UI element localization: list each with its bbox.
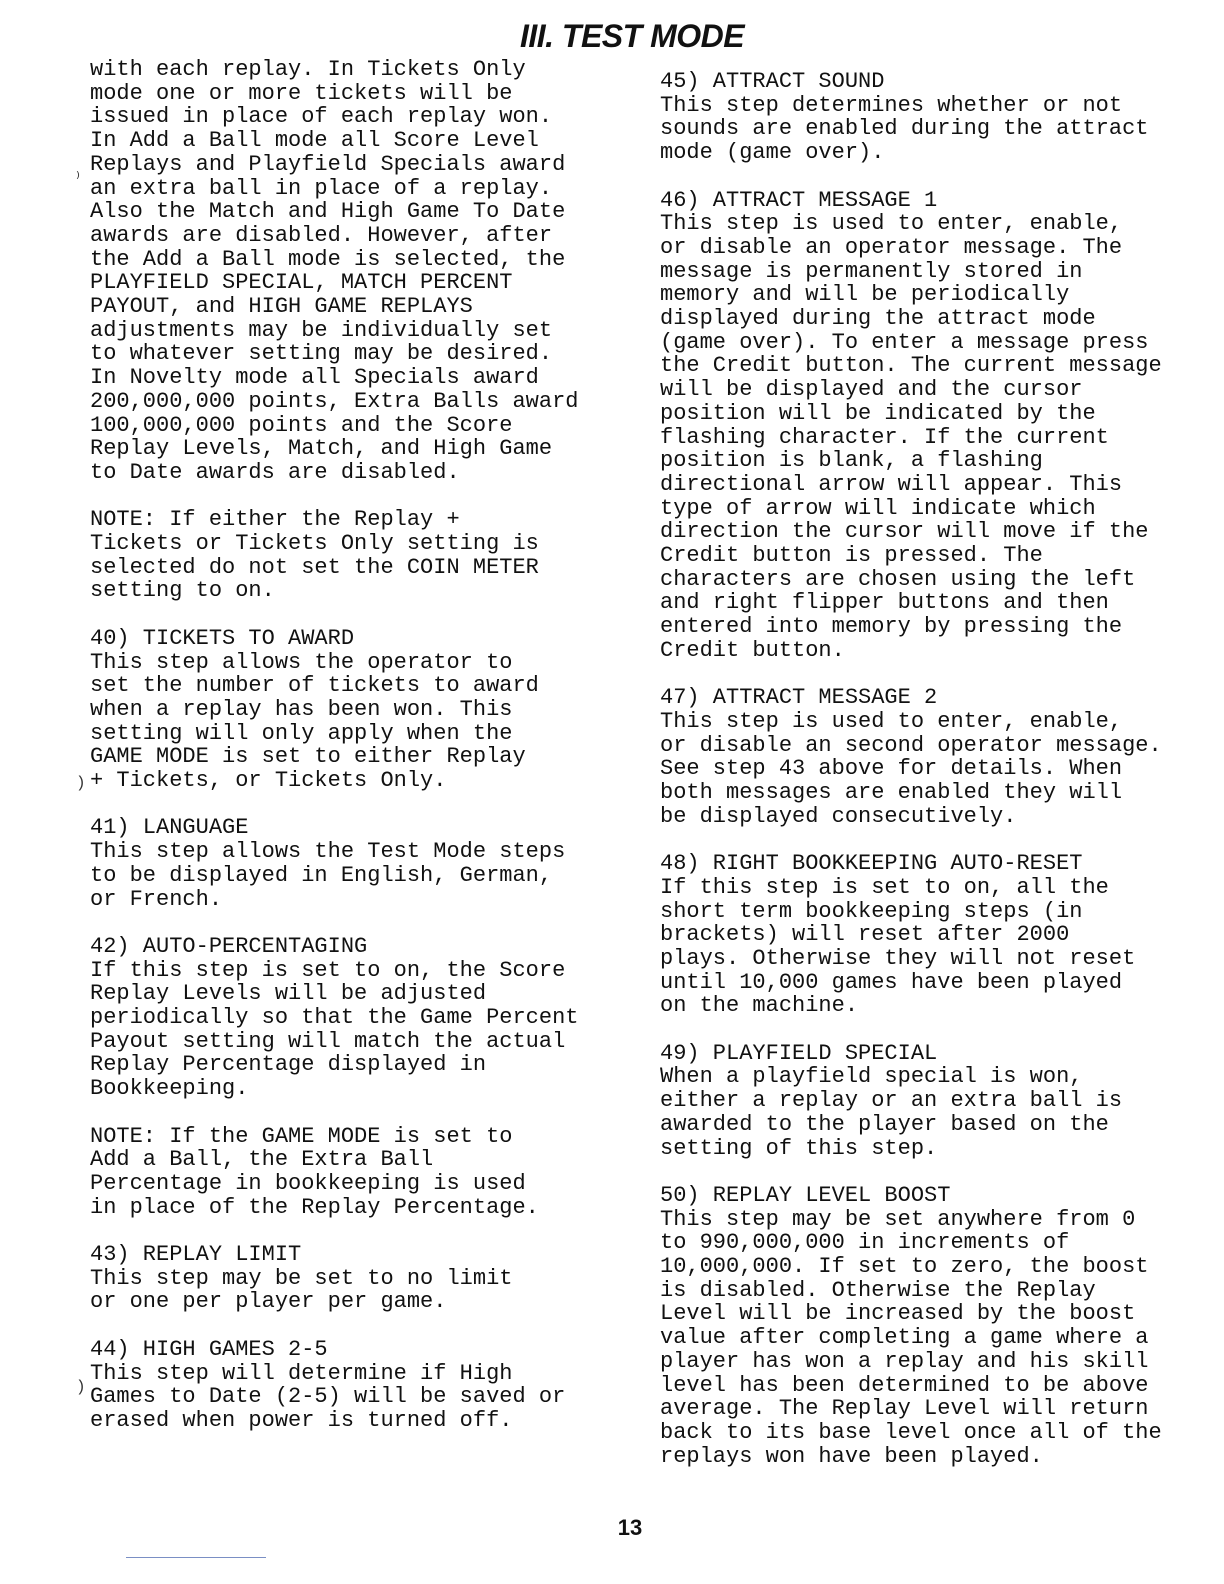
text-line: displayed during the attract mode <box>660 306 1096 332</box>
right-paragraph <box>660 189 1210 663</box>
text-line: erased when power is turned off. <box>90 1407 513 1433</box>
text-line: This step is used to enter, enable, <box>660 708 1123 734</box>
text-line: the Add a Ball mode is selected, the <box>90 246 566 272</box>
text-line: This step will determine if High <box>90 1360 513 1386</box>
section-heading: 48) RIGHT BOOKKEEPING AUTO-RESET <box>660 851 1083 877</box>
text-line: and right flipper buttons and then <box>660 590 1109 616</box>
right-text-column <box>660 70 1210 1492</box>
text-line: When a playfield special is won, <box>660 1064 1083 1090</box>
text-line: short term bookkeeping steps (in <box>660 898 1083 924</box>
text-line: In Add a Ball mode all Score Level <box>90 128 539 154</box>
text-line: is disabled. Otherwise the Replay <box>660 1277 1096 1303</box>
text-line: See step 43 above for details. When <box>660 756 1123 782</box>
text-line: This step may be set to no limit <box>90 1265 513 1291</box>
text-line: on the machine. <box>660 993 859 1019</box>
text-line: GAME MODE is set to either Replay <box>90 744 526 770</box>
right-paragraph <box>660 70 1210 165</box>
right-paragraph <box>660 1042 1210 1161</box>
text-line: Add a Ball, the Extra Ball <box>90 1147 434 1173</box>
text-line: Replays and Playfield Specials award <box>90 151 566 177</box>
section-heading: 45) ATTRACT SOUND <box>660 69 885 94</box>
text-line: average. The Replay Level will return <box>660 1396 1149 1422</box>
text-line: plays. Otherwise they will not reset <box>660 945 1136 971</box>
section-heading: 42) AUTO-PERCENTAGING <box>90 933 368 959</box>
left-paragraph <box>90 508 635 603</box>
left-paragraph <box>90 1243 635 1314</box>
left-paragraph <box>90 935 635 1101</box>
section-heading: 40) TICKETS TO AWARD <box>90 625 355 651</box>
text-line: awards are disabled. However, after <box>90 222 553 248</box>
text-line: memory and will be periodically <box>660 282 1070 308</box>
text-line: the Credit button. The current message <box>660 353 1162 379</box>
footer-rule <box>126 1557 266 1558</box>
text-line: to whatever setting may be desired. <box>90 341 553 367</box>
text-line: If this step is set to on, all the <box>660 874 1109 900</box>
right-paragraph <box>660 686 1210 828</box>
text-line: This step allows the operator to <box>90 649 513 675</box>
text-line: replays won have been played. <box>660 1443 1043 1469</box>
text-line: flashing character. If the current <box>660 424 1109 450</box>
left-paragraph <box>90 627 635 793</box>
text-line: direction the cursor will move if the <box>660 519 1149 545</box>
section-heading: 43) REPLAY LIMIT <box>90 1242 302 1268</box>
text-line: both messages are enabled they will <box>660 780 1123 806</box>
text-line: message is permanently stored in <box>660 258 1083 284</box>
text-line: to Date awards are disabled. <box>90 459 460 485</box>
text-line: setting of this step. <box>660 1135 938 1161</box>
text-line: periodically so that the Game Percent <box>90 1005 579 1031</box>
left-text-column <box>90 58 635 1456</box>
text-line: be displayed consecutively. <box>660 803 1017 829</box>
text-line: player has won a replay and his skill <box>660 1348 1149 1374</box>
text-line: back to its base level once all of the <box>660 1420 1162 1445</box>
text-line: mode one or more tickets will be <box>90 80 513 106</box>
left-paragraph <box>90 1338 635 1433</box>
text-line: directional arrow will appear. This <box>660 471 1123 497</box>
text-line: or French. <box>90 886 223 912</box>
section-heading: 50) REPLAY LEVEL BOOST <box>660 1182 951 1208</box>
text-line: PLAYFIELD SPECIAL, MATCH PERCENT <box>90 270 513 296</box>
section-heading: 44) HIGH GAMES 2-5 <box>90 1336 328 1362</box>
text-line: (game over). To enter a message press <box>660 329 1149 355</box>
text-line: PAYOUT, and HIGH GAME REPLAYS <box>90 294 473 320</box>
text-line: setting will only apply when the <box>90 720 513 746</box>
text-line: setting to on. <box>90 578 275 604</box>
text-line: 10,000,000. If set to zero, the boost <box>660 1254 1149 1280</box>
text-line: If this step is set to on, the Score <box>90 957 566 983</box>
text-line: will be displayed and the cursor <box>660 377 1083 403</box>
right-paragraph <box>660 852 1210 1018</box>
text-line: This step may be set anywhere from 0 <box>660 1206 1136 1232</box>
text-line: Percentage in bookkeeping is used <box>90 1170 526 1196</box>
text-line: position is blank, a flashing <box>660 448 1043 474</box>
section-heading: 47) ATTRACT MESSAGE 2 <box>660 685 938 711</box>
text-line: selected do not set the COIN METER <box>90 554 539 580</box>
text-line: either a replay or an extra ball is <box>660 1088 1123 1114</box>
section-heading: 41) LANGUAGE <box>90 815 249 841</box>
text-line: or disable an operator message. The <box>660 234 1123 260</box>
margin-bracket-mark: ⁾ <box>76 170 80 188</box>
left-paragraph <box>90 1125 635 1220</box>
text-line: type of arrow will indicate which <box>660 495 1096 521</box>
text-line: Credit button is pressed. The <box>660 543 1043 569</box>
text-line: Replay Levels, Match, and High Game <box>90 436 553 462</box>
text-line: in place of the Replay Percentage. <box>90 1194 539 1220</box>
text-line: to be displayed in English, German, <box>90 862 553 888</box>
text-line: set the number of tickets to award <box>90 673 539 699</box>
left-paragraph <box>90 58 635 485</box>
text-line: issued in place of each replay won. <box>90 104 553 130</box>
text-line: Credit button. <box>660 637 845 663</box>
text-line: In Novelty mode all Specials award <box>90 365 539 391</box>
text-line: Replay Levels will be adjusted <box>90 981 487 1007</box>
left-paragraph <box>90 816 635 911</box>
text-line: characters are chosen using the left <box>660 566 1136 592</box>
text-line: adjustments may be individually set <box>90 317 553 343</box>
text-line: or disable an second operator message. <box>660 732 1162 758</box>
text-line: Replay Percentage displayed in <box>90 1052 487 1078</box>
section-heading: 49) PLAYFIELD SPECIAL <box>660 1040 938 1066</box>
text-line: entered into memory by pressing the <box>660 614 1123 640</box>
text-line: Tickets or Tickets Only setting is <box>90 531 539 557</box>
text-line: mode (game over). <box>660 140 885 166</box>
text-line: Also the Match and High Game To Date <box>90 199 566 225</box>
text-line: to 990,000,000 in increments of <box>660 1230 1070 1256</box>
text-line: 200,000,000 points, Extra Balls award <box>90 388 579 414</box>
right-paragraph <box>660 1184 1210 1468</box>
text-line: Games to Date (2-5) will be saved or <box>90 1384 566 1410</box>
text-line: This step allows the Test Mode steps <box>90 839 566 865</box>
text-line: Level will be increased by the boost <box>660 1301 1136 1327</box>
text-line: an extra ball in place of a replay. <box>90 175 553 201</box>
margin-bracket-mark: ) <box>76 774 86 792</box>
text-line: This step determines whether or not <box>660 92 1123 118</box>
text-line: 100,000,000 points and the Score <box>90 412 513 438</box>
text-line: or one per player per game. <box>90 1289 447 1315</box>
text-line: level has been determined to be above <box>660 1372 1149 1398</box>
page-title: III. TEST MODE <box>519 18 745 54</box>
text-line: This step is used to enter, enable, <box>660 211 1123 237</box>
section-heading: 46) ATTRACT MESSAGE 1 <box>660 187 938 213</box>
page-number: 13 <box>617 1515 643 1540</box>
text-line: awarded to the player based on the <box>660 1111 1109 1137</box>
text-line: position will be indicated by the <box>660 400 1096 426</box>
margin-bracket-mark: ) <box>76 1378 86 1396</box>
text-line: + Tickets, or Tickets Only. <box>90 768 447 794</box>
text-line: value after completing a game where a <box>660 1325 1149 1351</box>
text-line: when a replay has been won. This <box>90 696 513 722</box>
text-line: brackets) will reset after 2000 <box>660 922 1070 948</box>
text-line: NOTE: If either the Replay + <box>90 507 460 533</box>
text-line: with each replay. In Tickets Only <box>90 57 526 82</box>
text-line: NOTE: If the GAME MODE is set to <box>90 1123 513 1149</box>
text-line: Bookkeeping. <box>90 1076 249 1102</box>
text-line: Payout setting will match the actual <box>90 1028 566 1054</box>
text-line: until 10,000 games have been played <box>660 969 1123 995</box>
text-line: sounds are enabled during the attract <box>660 116 1149 142</box>
